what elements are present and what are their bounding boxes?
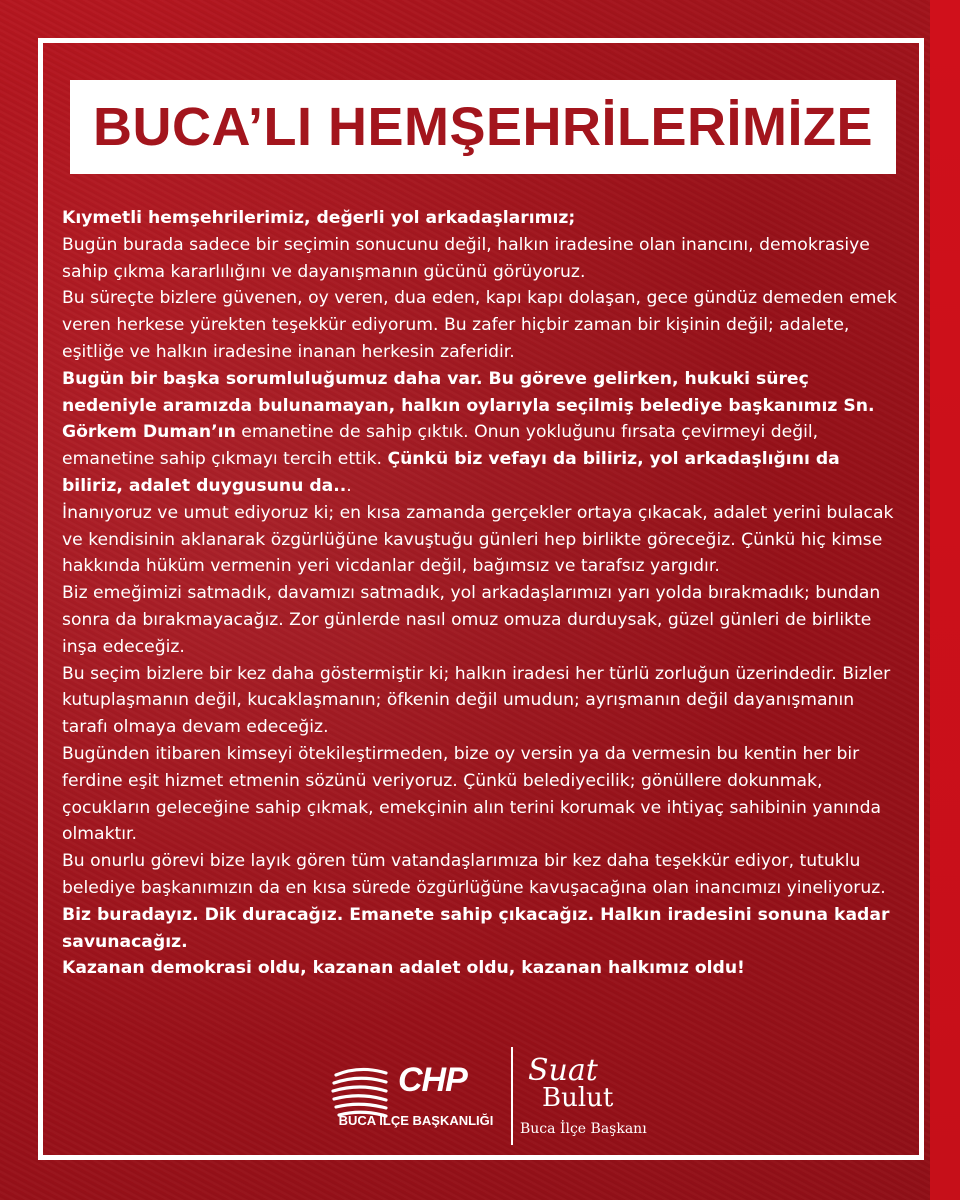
signature-first-name: Suat [528,1053,598,1088]
text-segment: İnanıyoruz ve umut ediyoruz ki; en kısa zamanda gerçekler ortaya çıkacak, adalet yerini bulacak ve kendisinin aklanarak özgürlüğüne kavuştuğu günleri hep birlikte göreceğiz. Çünkü hiç kimse hakkında hüküm vermenin yeri vicdanlar değil, bağımsız ve tarafsız yargıdır. [62,502,894,577]
letter-paragraph [62,285,900,365]
bold-text-segment: Kazanan demokrasi oldu, kazanan adalet oldu, kazanan halkımız oldu! [62,958,745,979]
text-segment: Bugün burada sadece bir seçimin sonucunu değil, halkın iradesine olan inancını, demokrasiye sahip çıkma kararlılığını ve dayanışmanın gücünü görüyoruz. [62,234,870,282]
bold-text-segment: Biz buradayız. Dik duracağız. Emanete sahip çıkacağız. Halkın iradesini sonuna kadar savunacağız. [62,904,890,952]
party-unit-label: BUCA İLÇE BAŞKANLIĞI [338,1113,494,1128]
footer-signature-block [330,1045,670,1145]
chp-logo-text: CHP [398,1061,467,1099]
footer-divider [511,1047,513,1145]
letter-paragraph [62,500,900,580]
right-accent-strip [930,0,960,1200]
text-segment: emanetine de sahip çıktık. Onun yokluğunu fırsata çevirmeyi değil, emanetine sahip çıkmayı tercih ettik. [62,422,819,470]
letter-body [62,205,900,982]
title-banner [70,80,896,174]
signature [520,1053,670,1145]
bold-text-segment: Kıymetli hemşehrilerimiz, değerli yol arkadaşlarımız; [62,208,576,228]
letter-paragraph [62,955,900,982]
page-title: BUCA’LI HEMŞEHRİLERİMİZE [92,97,874,157]
text-segment: Bu süreçte bizlere güvenen, oy veren, dua eden, kapı kapı dolaşan, gece gündüz demeden emek veren herkese yürekten teşekkür ediyorum. Bu zafer hiçbir zaman bir kişinin değil; adalete, eşitliğe ve halkın iradesine inanan herkesin zaferidir. [62,288,897,362]
letter-paragraph [62,661,900,741]
letter-paragraph [62,741,900,848]
bold-text-segment: Bugün bir başka sorumluluğumuz daha var. Bu göreve gelirken, hukuki süreç nedeniyle aramızda bulunamayan, halkın oylarıyla seçilmiş belediye başkanımız Sn. Görkem Duman’ın [62,368,875,443]
signature-role: Buca İlçe Başkanı [520,1121,647,1137]
text-segment: . [346,475,352,496]
text-segment: Biz emeğimizi satmadık, davamızı satmadık, yol arkadaşlarımızı yarı yolda bırakmadık; bundan sonra da bırakmayacağız. Zor günlerde nasıl omuz omuza durduysak, güzel günleri de birlikte inşa edeceğiz. [62,583,881,657]
text-segment: Bu seçim bizlere bir kez daha göstermiştir ki; halkın iradesi her türlü zorluğun üzerindedir. Bizler kutuplaşmanın değil, kucaklaşmanın; öfkenin değil umudun; ayrışmanın değil dayanışmanın tarafı olmaya devam edeceğiz. [62,663,891,738]
letter-paragraph [62,366,900,500]
letter-paragraph [62,232,900,286]
letter-paragraph [62,580,900,660]
letter-paragraph [62,205,900,232]
letter-paragraph [62,902,900,956]
signature-last-name: Bulut [542,1083,614,1113]
bold-text-segment: Çünkü biz vefayı da biliriz, yol arkadaşlığını da biliriz, adalet duygusunu da.. [62,449,840,496]
letter-paragraph [62,848,900,902]
text-segment: Bu onurlu görevi bize layık gören tüm vatandaşlarımıza bir kez daha teşekkür ediyor, tutuklu belediye başkanımızın da en kısa sürede özgürlüğüne kavuşacağına olan inancımızı yineliyoruz. [62,851,886,898]
text-segment: Bugünden itibaren kimseyi ötekileştirmeden, bize oy versin ya da vermesin bu kentin her bir ferdine eşit hizmet etmenin sözünü veriyoruz. Çünkü belediyecilik; gönüllere dokunmak, çocukların geleceğine sahip çıkmak, emekçinin alın terini korumak ve ihtiyaç sahibinin yanında olmaktır. [62,743,882,845]
